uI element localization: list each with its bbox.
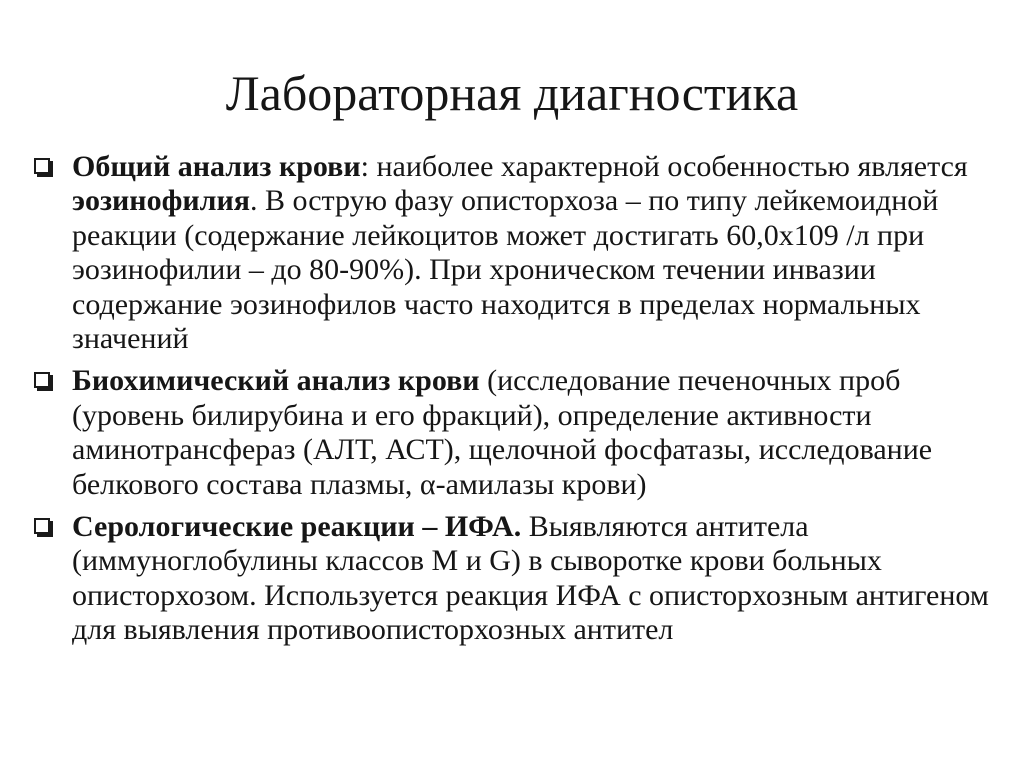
checkbox-bullet-icon — [34, 518, 50, 534]
slide-title: Лабораторная диагностика — [225, 65, 799, 121]
item-text: . В острую фазу описторхоза – по типу лейкемоидной реакции (содержание лейкоцитов может достигать 60,0x109 /л при эозинофилии – до 80-90%). При хроническом течении инвазии содержание эозинофилов часто находится в пределах нормальных значений — [72, 184, 939, 356]
item-text: (исследование печеночных проб (уровень билирубина и его фракций), определение активности аминотрансфераз (АЛТ, АСТ), щелочной фосфатазы, исследование белкового состава плазмы, α-амилазы крови) — [72, 364, 933, 501]
item-heading: Серологические реакции – ИФА. — [72, 510, 522, 544]
list-item-blood-test — [30, 150, 1002, 356]
bullet-list — [30, 150, 1002, 656]
item-emphasis: эозинофилия — [72, 184, 250, 218]
item-text: Выявляются антитела (иммуноглобулины классов M и G) в сыворотке крови больных описторхозом. Используется реакция ИФА с описторхозным антигеном для выявления противоописторхозных антител — [72, 510, 989, 647]
item-heading: Биохимический анализ крови — [72, 364, 480, 398]
checkbox-bullet-icon — [34, 158, 50, 174]
list-item-biochemical-test — [30, 364, 1002, 502]
checkbox-bullet-icon — [34, 372, 50, 388]
item-text: : наиболее характерной особенностью является — [360, 150, 968, 183]
item-heading: Общий анализ крови — [72, 150, 361, 183]
list-item-serology — [30, 510, 1002, 648]
